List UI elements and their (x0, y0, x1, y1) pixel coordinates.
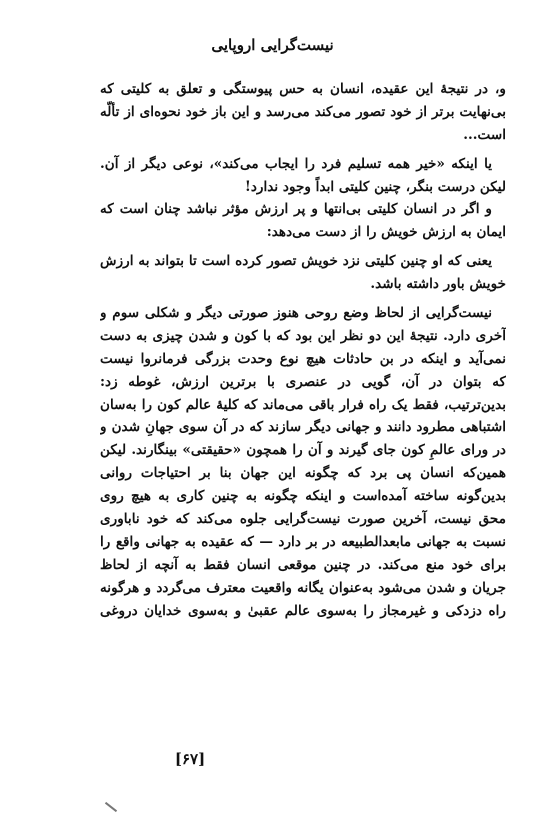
text-line: بی‌نهایت برتر از خود تصور می‌کند می‌رسد و این باز خود نحوه‌ای از تألّه (100, 103, 506, 120)
text-line: جریان و شدن می‌شود به‌عنوان یگانه واقعیت معترف می‌گردد و هرگونه (100, 579, 506, 596)
text-line: که بتوان در آن، گویی در عنصری با برترین ارزش، غوطه زد: (100, 373, 506, 390)
text-line: آخری دارد. نتیجهٔ این دو نظر این بود که با کون و شدن چیزی به دست (100, 327, 506, 344)
text-line: ایمان به ارزش خویش را از دست می‌دهد: (266, 224, 506, 241)
text-line: و، در نتیجهٔ این عقیده، انسان به حس پیوستگی و تعلق به کلیتی که (100, 81, 506, 97)
text-line: در ورای عالمِ کون جای گیرند و آن را همچون «حقیقتی» بینگارند. لیکن (100, 442, 506, 459)
text-line: نمی‌آید و اینکه در بن حادثات هیچ نوع وحدت بزرگی فرمانروا نیست (100, 350, 506, 367)
text-line: نیست‌گرایی از لحاظ وضع روحی هنوز صورتی دیگر و شکلی سوم و (100, 305, 492, 322)
text-line: لیکن درست بنگر، چنین کلیتی ابداً وجود ندارد! (244, 178, 506, 195)
text-line: برای خود منع می‌کند. در چنین موقعی انسان فقط به آنچه از لحاظ (100, 556, 506, 573)
text-line: همین‌که انسان پی برد که چگونه این جهان بنا بر احتیاجات روانی (100, 465, 506, 482)
running-header: نیست‌گرایی اروپایی (211, 36, 334, 54)
text-line: یا اینکه «خیر همه تسلیم فرد را ایجاب می‌کند»، نوعی دیگر از آن. (100, 155, 492, 172)
text-line: اشتباهی مطرود دانند و جهانی دیگر سازند که در آن سوی جهانِ شدن و (100, 419, 506, 436)
text-line: بدین‌گونه ساخته آمده‌است و اینکه چگونه به چنین کاری به هیچ روی (100, 488, 506, 505)
text-line: نسبت به جهانی مابعدالطبیعه در بر دارد — که عقیده به جهانی واقع را (100, 533, 506, 550)
text-line: خویش باور داشته باشد. (370, 276, 506, 293)
text-line: یعنی که او چنین کلیتی نزد خویش تصور کرده است تا بتواند به ارزش (100, 253, 492, 270)
body-text (100, 78, 506, 622)
text-line: و اگر در انسان کلیتی بی‌انتها و پر ارزش مؤثر نباشد چنان است که (100, 201, 492, 218)
page-number: [۶۷] (174, 750, 206, 768)
scan-edge-mark (105, 802, 117, 812)
text-line: بدین‌ترتیب، فقط یک راه فرار باقی می‌ماند که کلیهٔ عالم کون را به‌سان (100, 396, 506, 413)
text-line: است... (463, 126, 506, 143)
text-line: راه دزدکی و غیرمجاز را به‌سوی عالم عقبیٰ و به‌سوی خدایان دروغی (100, 602, 506, 619)
text-line: محق نیست، آخرین صورت نیست‌گرایی جلوه می‌کند که خود ناباوری (100, 511, 506, 528)
